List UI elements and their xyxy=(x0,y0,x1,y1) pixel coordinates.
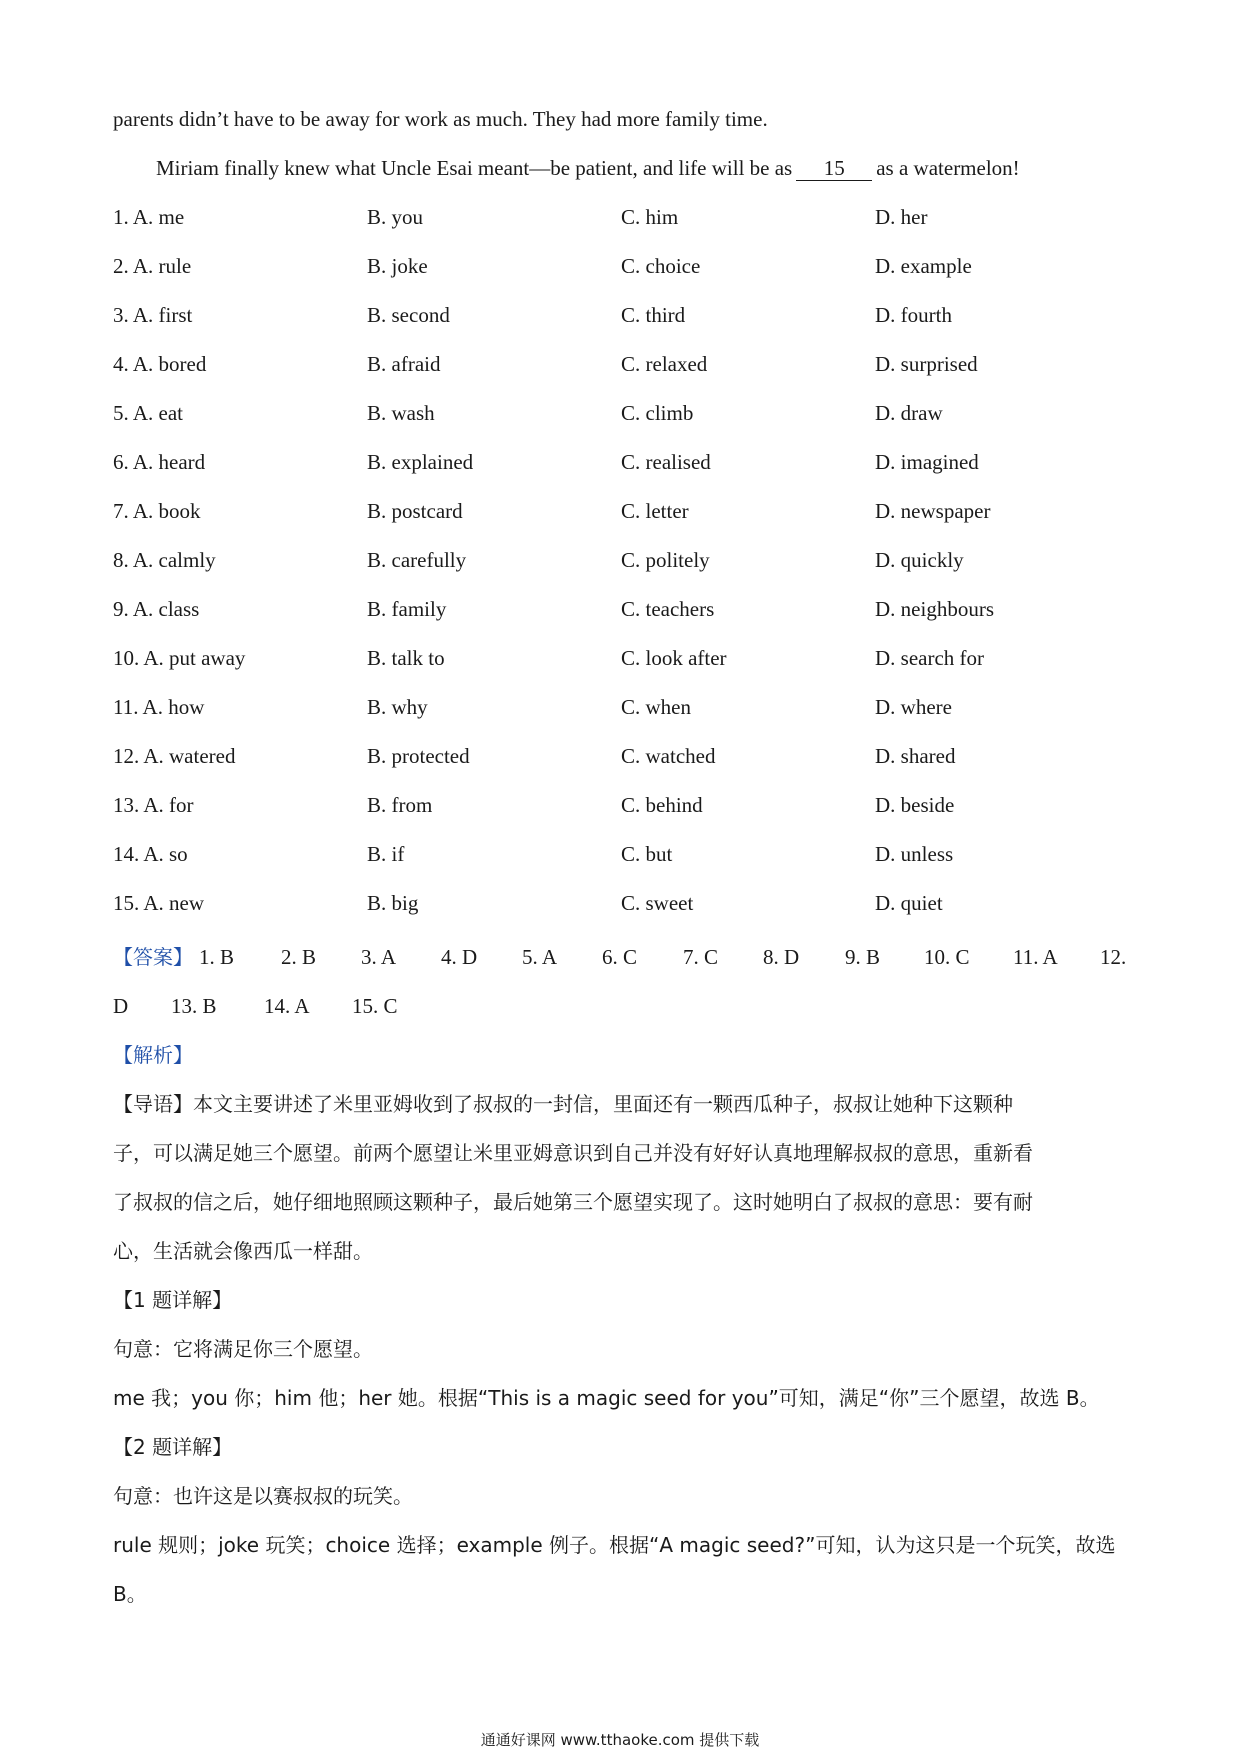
option-d: D. beside xyxy=(875,793,955,817)
option-c: C. teachers xyxy=(621,597,715,621)
answer-item: 9. B xyxy=(845,945,881,969)
option-b: B. wash xyxy=(367,401,435,425)
option-b: B. joke xyxy=(367,254,428,278)
option-c: C. behind xyxy=(621,793,703,817)
option-d: D. search for xyxy=(875,646,985,670)
answer-item: 3. A xyxy=(361,945,397,969)
question-options-row xyxy=(0,839,1240,869)
answer-row-1 xyxy=(0,942,1240,972)
question-options-row xyxy=(0,398,1240,428)
option-d: D. quiet xyxy=(875,891,943,915)
option-c: C. sweet xyxy=(621,891,694,915)
answer-item: 13. B xyxy=(171,994,217,1018)
option-c: C. third xyxy=(621,303,686,327)
option-d: D. surprised xyxy=(875,352,978,376)
option-c: C. relaxed xyxy=(621,352,708,376)
option-c: C. politely xyxy=(621,548,710,572)
question-options-row xyxy=(0,447,1240,477)
option-d: D. unless xyxy=(875,842,954,866)
q2-heading: 【2 题详解】 xyxy=(113,1435,233,1459)
passage-line-2 xyxy=(156,153,1020,183)
answer-item: 2. B xyxy=(281,945,317,969)
question-options-row xyxy=(0,349,1240,379)
page-footer: 通通好课网 www.tthaoke.com 提供下载 xyxy=(480,1731,760,1749)
question-options-row xyxy=(0,741,1240,771)
option-a: 3. A. first xyxy=(113,303,193,327)
answer-item: 5. A xyxy=(522,945,558,969)
option-a: 9. A. class xyxy=(113,597,200,621)
q1-heading: 【1 题详解】 xyxy=(113,1288,233,1312)
option-b: B. big xyxy=(367,891,419,915)
question-options-row xyxy=(0,202,1240,232)
answer-tag: 【答案】 xyxy=(113,945,193,969)
option-b: B. if xyxy=(367,842,405,866)
option-c: C. realised xyxy=(621,450,711,474)
option-c: C. him xyxy=(621,205,679,229)
option-a: 14. A. so xyxy=(113,842,188,866)
option-c: C. watched xyxy=(621,744,716,768)
q1-meaning: 句意：它将满足你三个愿望。 xyxy=(113,1337,373,1361)
option-b: B. family xyxy=(367,597,447,621)
intro-line: 【导语】本文主要讲述了米里亚姆收到了叔叔的一封信，里面还有一颗西瓜种子，叔叔让她种下这颗种 xyxy=(113,1092,1013,1116)
option-a: 13. A. for xyxy=(113,793,194,817)
option-a: 10. A. put away xyxy=(113,646,246,670)
option-d: D. her xyxy=(875,205,928,229)
answer-item: 6. C xyxy=(602,945,638,969)
option-c: C. choice xyxy=(621,254,701,278)
answer-item: 15. C xyxy=(352,994,398,1018)
q2-explanation: rule 规则；joke 玩笑；choice 选择；example 例子。根据“A magic seed?”可知，认为这只是一个玩笑，故选 xyxy=(113,1533,1116,1557)
q1-explanation: me 我；you 你；him 他；her 她。根据“This is a magic seed for you”可知，满足“你”三个愿望，故选 B。 xyxy=(113,1386,1100,1410)
option-b: B. afraid xyxy=(367,352,441,376)
option-b: B. carefully xyxy=(367,548,467,572)
intro-line: 心，生活就会像西瓜一样甜。 xyxy=(113,1239,373,1263)
passage-line-2-text: Miriam finally knew what Uncle Esai meant—be patient, and life will be as xyxy=(156,156,793,180)
answer-item: 4. D xyxy=(441,945,478,969)
option-d: D. where xyxy=(875,695,952,719)
question-options-row xyxy=(0,300,1240,330)
option-c: C. climb xyxy=(621,401,694,425)
option-a: 2. A. rule xyxy=(113,254,192,278)
option-b: B. explained xyxy=(367,450,474,474)
option-a: 6. A. heard xyxy=(113,450,206,474)
option-a: 11. A. how xyxy=(113,695,205,719)
option-a: 12. A. watered xyxy=(113,744,236,768)
option-a: 7. A. book xyxy=(113,499,201,523)
option-b: B. why xyxy=(367,695,428,719)
answer-item: 14. A xyxy=(264,994,310,1018)
question-options-row xyxy=(0,790,1240,820)
answer-item: 8. D xyxy=(763,945,800,969)
option-b: B. from xyxy=(367,793,433,817)
question-options-row xyxy=(0,643,1240,673)
option-d: D. shared xyxy=(875,744,956,768)
option-b: B. you xyxy=(367,205,424,229)
question-options-row xyxy=(0,594,1240,624)
question-options-row xyxy=(0,545,1240,575)
option-b: B. postcard xyxy=(367,499,463,523)
option-b: B. talk to xyxy=(367,646,445,670)
analysis-tag: 【解析】 xyxy=(113,1043,193,1067)
option-b: B. protected xyxy=(367,744,470,768)
answer-item: 12. xyxy=(1100,945,1127,969)
option-c: C. look after xyxy=(621,646,727,670)
option-d: D. fourth xyxy=(875,303,952,327)
option-d: D. neighbours xyxy=(875,597,994,621)
option-d: D. draw xyxy=(875,401,943,425)
answer-item: 7. C xyxy=(683,945,719,969)
option-b: B. second xyxy=(367,303,450,327)
passage-line-1: parents didn’t have to be away for work as much. They had more family time. xyxy=(113,107,768,131)
intro-line: 子，可以满足她三个愿望。前两个愿望让米里亚姆意识到自己并没有好好认真地理解叔叔的意思，重新看 xyxy=(113,1141,1033,1165)
q2-explanation-end: B。 xyxy=(113,1582,147,1606)
option-a: 4. A. bored xyxy=(113,352,207,376)
option-d: D. quickly xyxy=(875,548,964,572)
option-d: D. newspaper xyxy=(875,499,991,523)
question-options-row xyxy=(0,692,1240,722)
option-c: C. when xyxy=(621,695,691,719)
question-options-row xyxy=(0,251,1240,281)
option-a: 8. A. calmly xyxy=(113,548,216,572)
option-a: 1. A. me xyxy=(113,205,185,229)
option-d: D. imagined xyxy=(875,450,979,474)
answer-item: D xyxy=(113,994,129,1018)
option-a: 15. A. new xyxy=(113,891,204,915)
option-c: C. letter xyxy=(621,499,689,523)
passage-line-2-end: as a watermelon! xyxy=(876,156,1020,180)
answer-row-2 xyxy=(0,991,1240,1021)
q2-meaning: 句意：也许这是以赛叔叔的玩笑。 xyxy=(113,1484,413,1508)
answer-item: 1. B xyxy=(199,945,235,969)
question-options-row xyxy=(0,888,1240,918)
option-c: C. but xyxy=(621,842,673,866)
answer-item: 11. A xyxy=(1013,945,1058,969)
question-options-row xyxy=(0,496,1240,526)
option-a: 5. A. eat xyxy=(113,401,183,425)
blank-15: 15 xyxy=(796,156,872,181)
answer-item: 10. C xyxy=(924,945,970,969)
intro-line: 了叔叔的信之后，她仔细地照顾这颗种子，最后她第三个愿望实现了。这时她明白了叔叔的意思：要有耐 xyxy=(113,1190,1033,1214)
option-d: D. example xyxy=(875,254,972,278)
